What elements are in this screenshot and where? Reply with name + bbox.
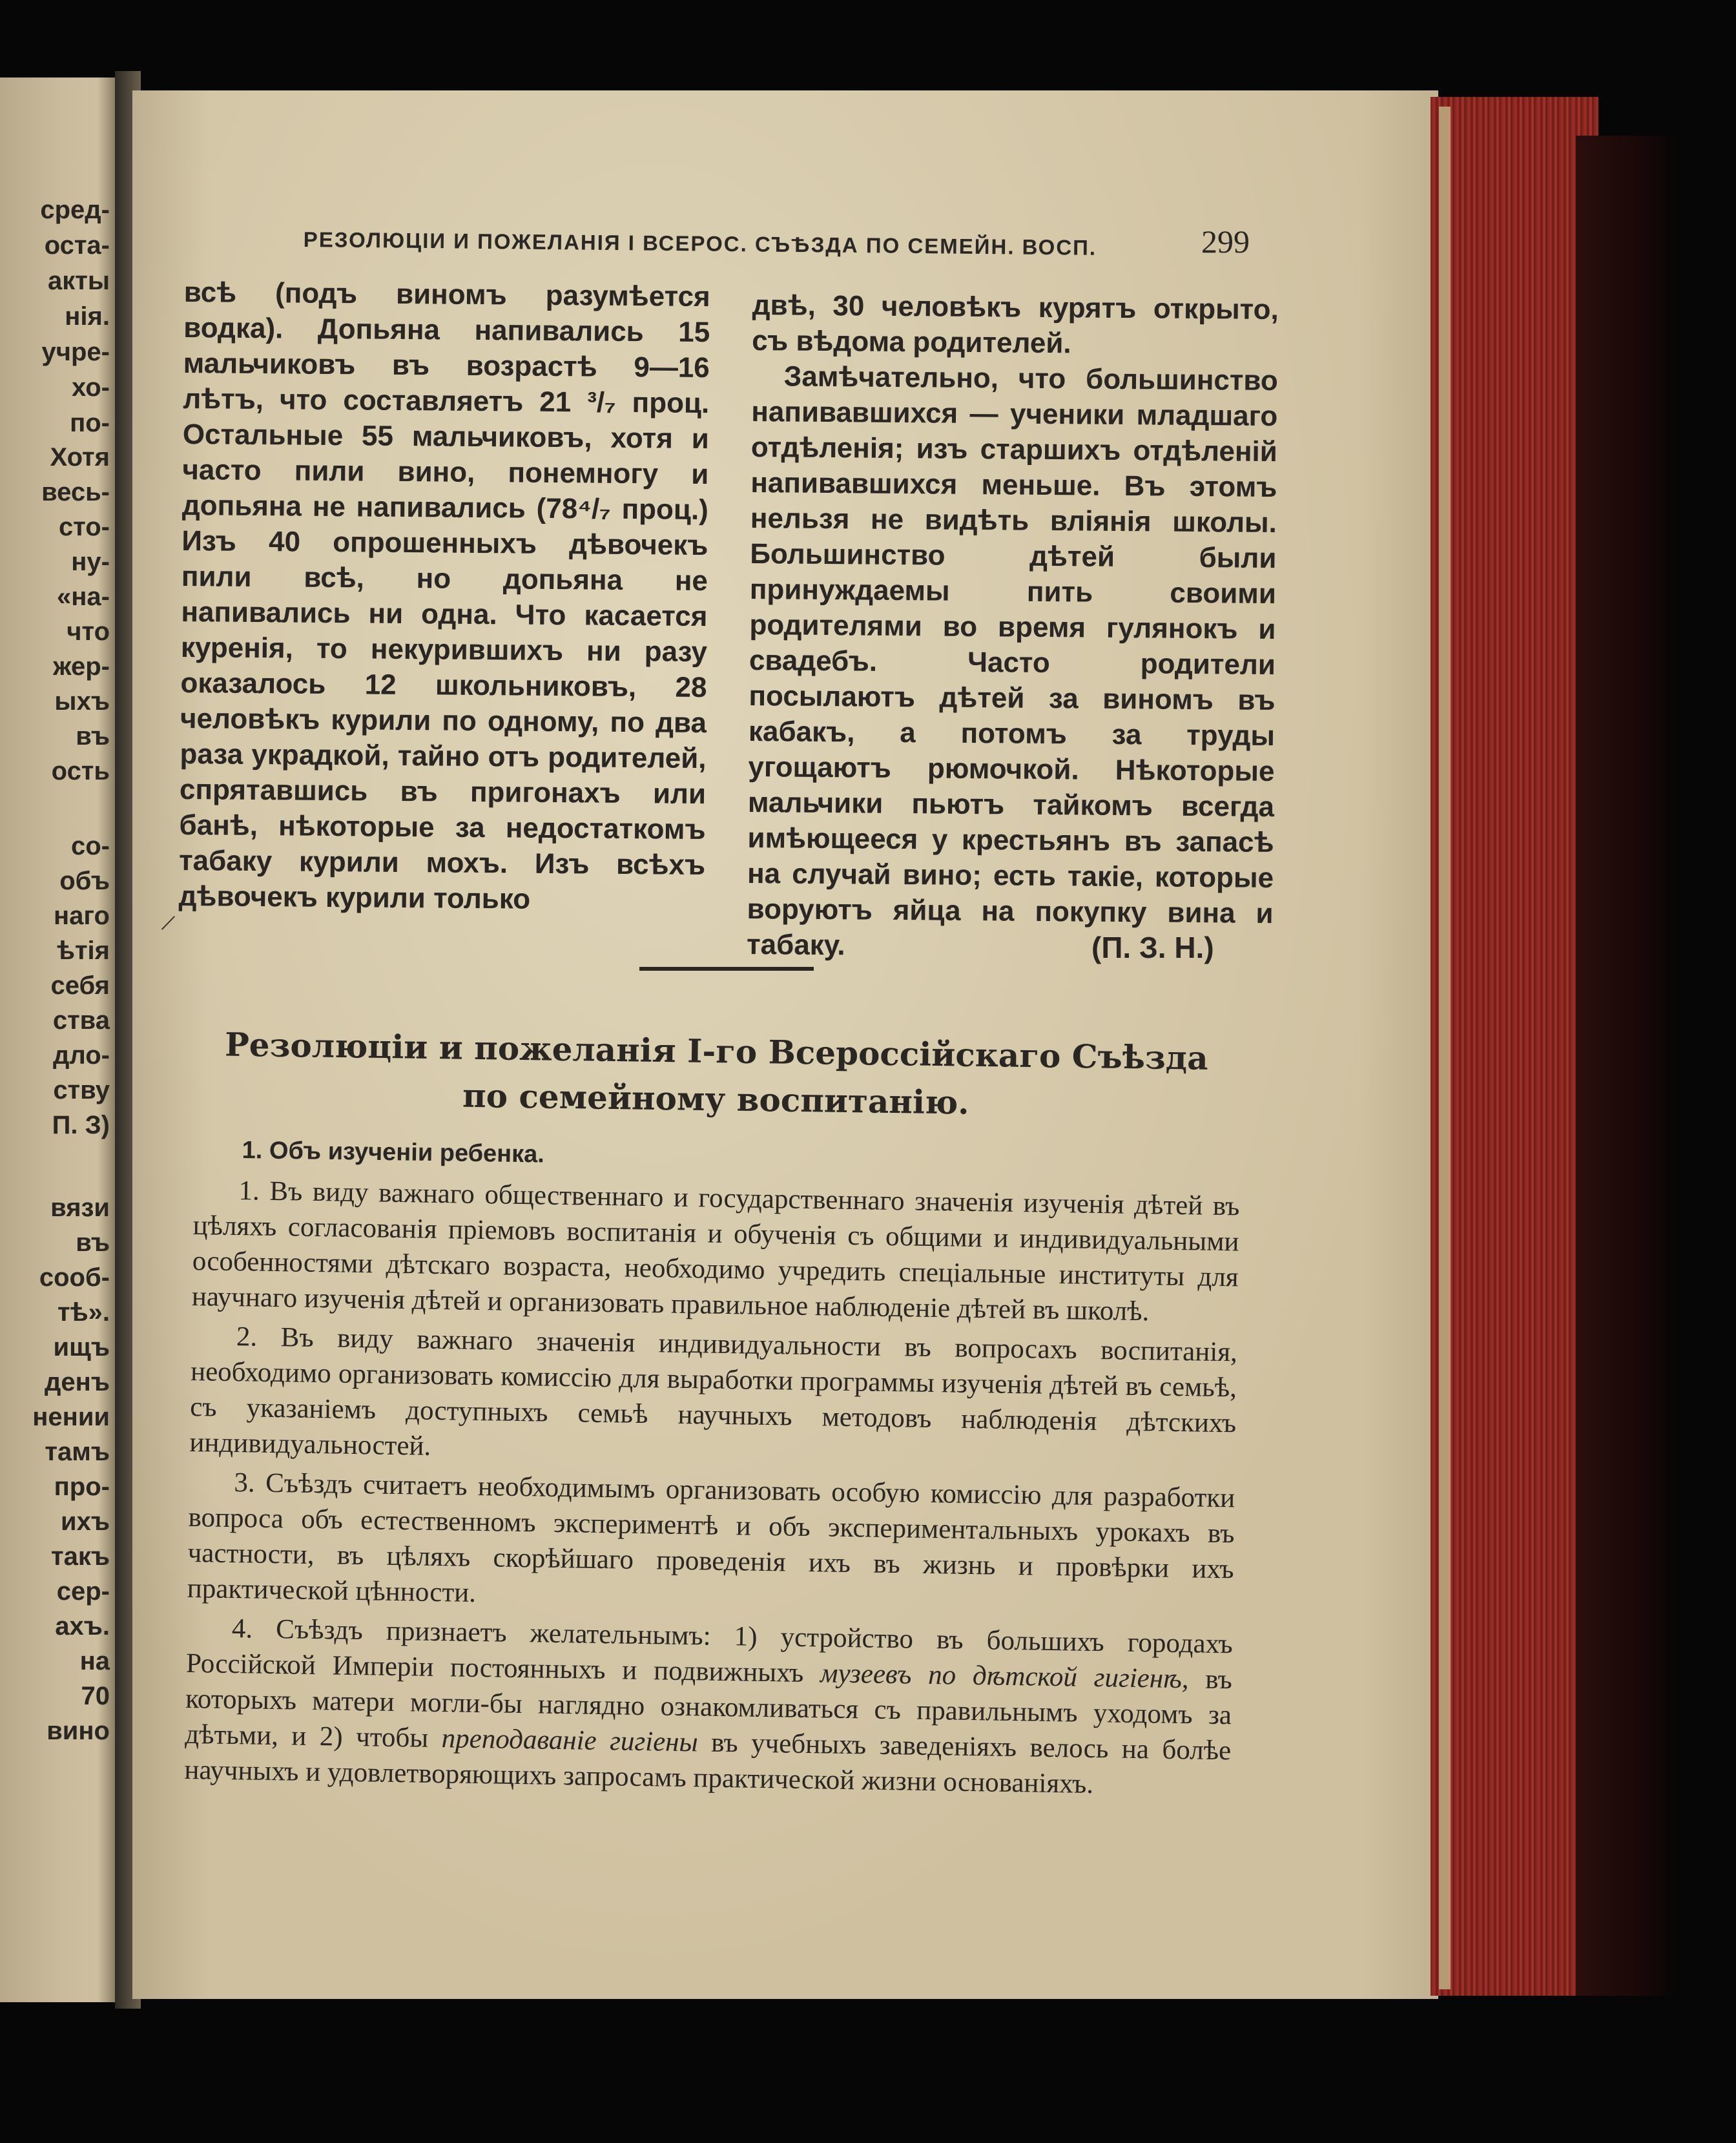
previous-page-fragment: учре- xyxy=(41,338,110,366)
previous-page-fragment: ость xyxy=(51,757,110,785)
previous-page-fragment: оста- xyxy=(44,231,110,260)
previous-page-fragment: П. З) xyxy=(52,1111,110,1139)
resolution-4-text-c: въ учебныхъ заведеніяхъ велось на болѣе научныхъ и удовлетворяющихъ запросамъ практической жизни основаніяхъ. xyxy=(184,1727,1232,1799)
previous-page-fragment: по- xyxy=(70,409,110,437)
right-column xyxy=(747,287,1279,967)
previous-page-fragment: ѣтія xyxy=(56,937,110,965)
resolution-4-emphasis-a: музеевъ по дѣтской гигіенѣ, xyxy=(820,1658,1189,1695)
previous-page-fragment: что xyxy=(67,617,110,646)
previous-page-fragment: 70 xyxy=(81,1682,110,1710)
previous-page-fragment: акты xyxy=(47,267,110,295)
previous-page-fragment: со- xyxy=(71,832,110,860)
previous-page-fragment: такъ xyxy=(50,1542,110,1571)
pencil-mark: / xyxy=(159,907,178,938)
article-signature: (П. З. Н.) xyxy=(1091,931,1214,964)
page-number: 299 xyxy=(1201,223,1250,260)
resolution-4 xyxy=(184,1610,1233,1804)
previous-page-fragment: объ xyxy=(59,867,110,895)
previous-page-fragment: про- xyxy=(54,1473,110,1501)
previous-page-fragment: сер- xyxy=(56,1577,110,1606)
section-heading xyxy=(199,1020,1234,1130)
resolution-4-text-a: 4. Съѣздъ признаетъ желательнымъ: 1) устройство въ большихъ городахъ Россійской Имперіи постоянныхъ и подвижныхъ xyxy=(185,1613,1234,1689)
previous-page-fragment: ахъ. xyxy=(55,1612,110,1641)
previous-page-fragment: Хотя xyxy=(50,443,110,471)
previous-page-fragment: на xyxy=(79,1647,110,1675)
section-heading-line1: Резолюціи и пожеланія I-го Всероссійскаго Съѣзда xyxy=(224,1025,1209,1077)
left-column-text: всѣ (подъ виномъ разумѣется водка). Допьяна напивались 15 мальчиковъ въ возрастѣ 9—16 лѣтъ, что составляетъ 21 ³/₇ проц. Остальные 55 мальчиковъ, хотя и часто пили вино, понемногу и допьяна не напивались (78⁴/₇ проц.) Изъ 40 опрошенныхъ дѣвочекъ пили всѣ, но допьяна не напивались ни одна. Что касается куренія, то некурившихъ ни разу оказалось 12 школьниковъ, 28 человѣкъ курили по одному, по два раза украдкой, тайно отъ родителей, спрятавшись въ пригонахъ или банѣ, нѣкоторые за недостаткомъ табаку курили мохъ. Изъ всѣхъ дѣвочекъ курили только xyxy=(178,276,710,915)
previous-page-fragment: нія. xyxy=(65,302,110,331)
previous-page-fragment: тамъ xyxy=(45,1438,110,1466)
resolution-4-text-b: въ которыхъ матери могли-бы наглядно ознакомливаться съ правильнымъ уходомъ за дѣтьми, и 2) чтобы xyxy=(184,1664,1233,1754)
previous-page-fragment: себя xyxy=(50,971,110,1000)
subsection-heading: 1. Объ изученіи ребенка. xyxy=(242,1137,545,1168)
previous-page-fragment: ыхъ xyxy=(54,687,110,716)
section-divider xyxy=(639,967,814,971)
previous-page-fragment: жер- xyxy=(53,652,110,681)
resolution-3: 3. Съѣздъ считаетъ необходимымъ организовать особую комиссію для разработки вопроса объ естественномъ экспериментѣ и объ экспериментальныхъ урокахъ въ частности, въ цѣляхъ скорѣйшаго проведенія ихъ въ жизнь и провѣрки ихъ практической цѣнности. xyxy=(187,1467,1235,1608)
resolution-1: 1. Въ виду важнаго общественнаго и государственнаго значенія изученія дѣтей въ цѣляхъ согласованія пріемовъ воспитанія и обученія съ общими и индивидуальными особенностями дѣтскаго возраста, необходимо учредить спеціальные институты для научнаго изученія дѣтей и организовать правильное наблюденіе дѣтей въ школѣ. xyxy=(191,1175,1240,1327)
previous-page-fragment: весь- xyxy=(41,478,110,506)
previous-page-fragment: тѣ». xyxy=(57,1298,110,1327)
previous-page-fragment: ству xyxy=(53,1076,110,1104)
previous-page-fragment: ства xyxy=(52,1006,110,1035)
previous-page-fragment: «на- xyxy=(57,583,110,611)
previous-page-fragment: сооб- xyxy=(39,1263,110,1292)
resolution-2: 2. Въ виду важнаго значенія индивидуальности въ вопросахъ воспитанія, необходимо организовать комиссію для выработки программы изученія дѣтей въ семьѣ, съ указаніемъ доступныхъ семьѣ научныхъ методовъ наблюденія дѣтскихъ индивидуальностей. xyxy=(189,1321,1238,1462)
right-column-continuation: двѣ, 30 человѣкъ курятъ открыто, съ вѣдома родителей. xyxy=(752,289,1279,360)
previous-page-fragment: хо- xyxy=(71,373,110,402)
previous-page-fragment: нении xyxy=(32,1403,110,1431)
previous-page xyxy=(0,78,115,2002)
left-column xyxy=(178,274,710,918)
previous-page-fragment: въ xyxy=(76,1228,110,1257)
running-head: РЕЗОЛЮЦІИ И ПОЖЕЛАНІЯ I ВСЕРОС. СЪѢЗДА ПО СЕМЕЙН. ВОСП. xyxy=(303,227,1097,260)
previous-page-fragment: сред- xyxy=(40,196,110,224)
previous-page-fragment: ну- xyxy=(71,548,110,576)
previous-page-fragment: вино xyxy=(46,1717,110,1745)
section-heading-line2: по семейному воспитанію. xyxy=(462,1076,970,1122)
resolutions-list xyxy=(184,1172,1240,1808)
previous-page-fragment: дло- xyxy=(52,1041,110,1070)
resolution-4-emphasis-b: преподаваніе гигіены xyxy=(441,1723,699,1758)
right-column-paragraph: Замѣчательно, что большинство напивавшихся — ученики младшаго отдѣленія; изъ старшихъ отдѣленій напивавшихся меньше. Въ этомъ нельзя не видѣть вліянія школы. Большинство дѣтей были принуждаемы пить своими родителями во время гулянокъ и свадебъ. Часто родители посылаютъ дѣтей за виномъ въ кабакъ, а потомъ за труды угощаютъ рюмочкой. Нѣкоторые мальчики пьютъ тайкомъ всегда имѣющееся у крестьянъ въ запасѣ на случай вино; есть такіе, которые воруютъ яйца на покупку вина и табаку. xyxy=(746,360,1278,962)
previous-page-fragment: вязи xyxy=(50,1194,110,1222)
previous-page-fragment: въ xyxy=(76,722,110,751)
previous-page-fragment: ихъ xyxy=(61,1507,110,1536)
previous-page-fragment: наго xyxy=(54,902,110,930)
book-cover-shadow xyxy=(1576,136,1679,1996)
previous-page-fragment: сто- xyxy=(58,513,110,541)
page-edge-inner xyxy=(1439,107,1451,1989)
previous-page-fragment: ищъ xyxy=(53,1333,110,1361)
page-edges xyxy=(1431,97,1598,1996)
previous-page-fragment: денъ xyxy=(45,1368,110,1396)
